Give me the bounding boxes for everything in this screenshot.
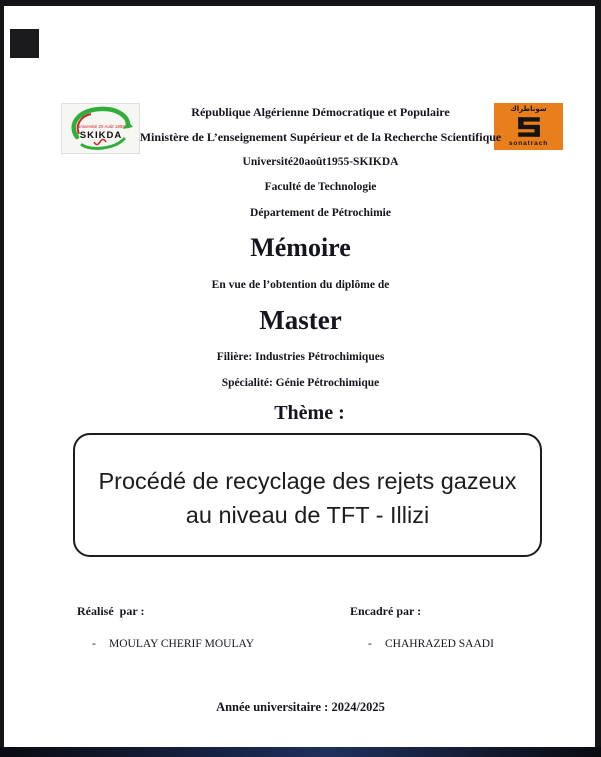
skikda-logo-text: SKIKDA bbox=[79, 130, 123, 141]
degree-subtitle: En vue de l’obtention du diplôme de bbox=[211, 279, 390, 291]
realise-par-label: Réalisé par : bbox=[77, 604, 145, 618]
page-border-bottom bbox=[0, 747, 601, 757]
academic-year-line: Année universitaire : 2024/2025 bbox=[216, 700, 385, 714]
author-bullet: - bbox=[92, 638, 96, 650]
header-department-line: Département de Pétrochimie bbox=[250, 207, 391, 219]
specialite-line: Spécialité: Génie Pétrochimique bbox=[221, 377, 380, 389]
thesis-title-line-1: Procédé de recyclage des rejets gazeux bbox=[98, 467, 517, 494]
theme-label: Thème : bbox=[274, 402, 345, 424]
supervisor-name: CHAHRAZED SAADI bbox=[385, 638, 494, 650]
sonatrach-wordmark: sonatrach bbox=[508, 140, 549, 147]
header-university-line: Université20août1955-SKIKDA bbox=[242, 156, 399, 168]
thesis-title-box bbox=[73, 433, 542, 557]
supervisor-bullet: - bbox=[368, 638, 372, 650]
header-ministry-line: Ministère de L’enseignement Supérieur et de la Recherche Scientifique bbox=[139, 130, 502, 144]
supervisor-name-item bbox=[368, 638, 494, 650]
author-name-item bbox=[92, 638, 254, 650]
encadre-par-label: Encadré par : bbox=[350, 604, 422, 618]
header-faculty-line: Faculté de Technologie bbox=[264, 181, 377, 193]
thesis-title-line-2: au niveau de TFT - Illizi bbox=[185, 501, 430, 528]
sonatrach-arabic-text: سوناطراك bbox=[510, 105, 547, 113]
master-heading: Master bbox=[259, 305, 342, 335]
header-republic-line: République Algérienne Démocratique et Populaire bbox=[191, 105, 450, 119]
memoire-heading: Mémoire bbox=[250, 233, 351, 262]
author-name: MOULAY CHERIF MOULAY bbox=[109, 638, 255, 650]
page-border-top bbox=[0, 0, 601, 6]
skikda-logo-subtext: Université 20 Août 1955 bbox=[77, 124, 125, 129]
scan-artifact-square bbox=[10, 29, 39, 58]
filiere-line: Filière: Industries Pétrochimiques bbox=[216, 351, 385, 363]
